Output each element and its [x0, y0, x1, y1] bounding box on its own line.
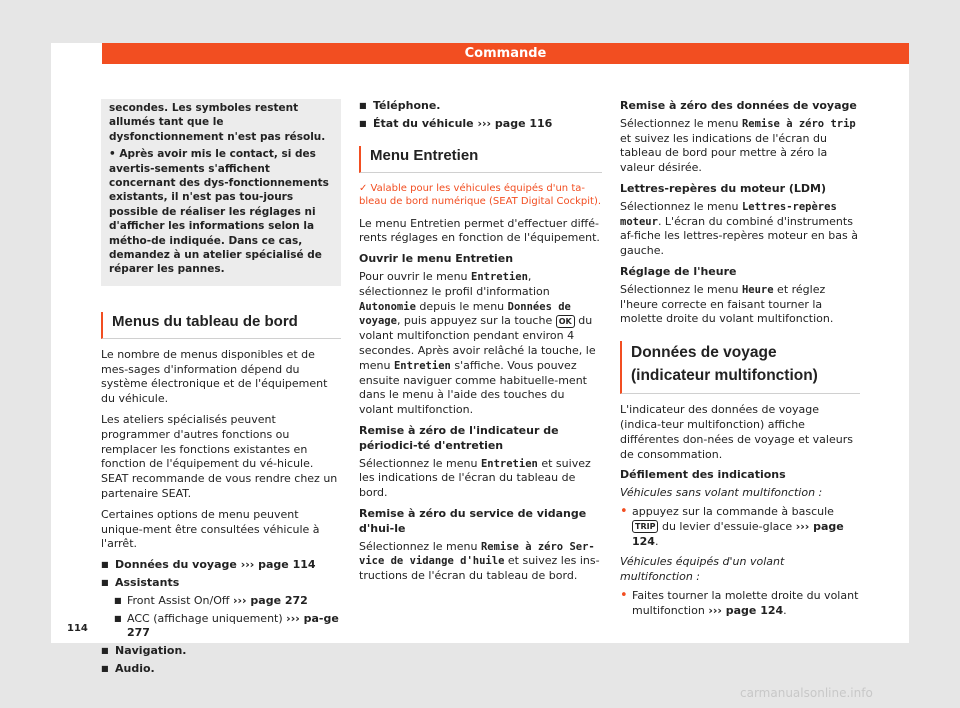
paragraph: Le menu Entretien permet d'effectuer diffé-rents réglages en fonction de l'équipement. — [359, 216, 600, 245]
condition-text: Véhicules sans volant multifonction : — [620, 486, 823, 500]
paragraph: Les ateliers spécialisés peuvent programmer d'autres fonctions ou remplacer les fonctions existantes en fonction de l'équipement du vé-hicule. SEAT recommande de vous rendre chez un partenaire SEAT. — [101, 413, 338, 501]
warning-text-2: • Après avoir mis le contact, si des avertis-sements s'affichent concernant des dys-fonctionnements existants, il n'est pas tou-jours possible de réaliser les réglages ni d'afficher les informations selon la métho-de indiquée. Dans ce cas, demandez à un atelier spécialisé de réparer les pannes. — [109, 148, 329, 276]
paragraph: Le nombre de menus disponibles et de mes-sages d'information dépend du système électronique et de l'équipement du véhicule. — [101, 347, 328, 406]
subheading: Remise à zéro du service de vidange d'hui-le — [359, 506, 587, 535]
menu-name: Entretien — [480, 457, 538, 470]
paragraph: Sélectionnez le menu Remise à zéro Ser-vice de vidange d'huile et suivez les ins-tructions de l'écran du tableau de bord. — [359, 539, 600, 583]
list-item: ■ Assistants — [101, 576, 341, 591]
paragraph: L'indicateur des données de voyage (indica-teur multifonction) affiche différentes don-nées de voyage et valeurs de consommation. — [620, 403, 853, 461]
paragraph: Sélectionnez le menu Entretien et suivez les indications de l'écran du tableau de bord. — [359, 456, 591, 500]
paragraph: Pour ouvrir le menu Entretien, sélectionnez le profil d'information Autonomie depuis le menu Données de voyage, puis appuyez sur la touche OK du volant multifonction pendant environ 4 secondes. Après avoir relâché la touche, le menu Entretien s'affiche. Vous pouvez ensuite naviguer comme habituelle-ment dans le menu à l'aide des touches du volant multifonction. — [359, 269, 596, 417]
page-header: Commande — [102, 43, 909, 64]
subheading: Lettres-repères du moteur (LDM) — [620, 181, 826, 195]
paragraph: Sélectionnez le menu Heure et réglez l'heure correcte en faisant tourner la molette droite du volant multifonction. — [620, 282, 834, 326]
sub-list-item: ■ ACC (affichage uniquement) ››› pa-ge 277 — [101, 612, 341, 642]
section-title-trip-data: Données de voyage (indicateur multifonction) — [620, 341, 860, 394]
column-middle — [359, 99, 602, 590]
subheading: Remise à zéro de l'indicateur de périodici-té d'entretien — [359, 423, 559, 452]
list-item: ■ Audio. — [101, 662, 341, 677]
menu-name: Données de voyage — [359, 300, 571, 328]
menu-name: Heure — [741, 283, 774, 296]
menu-name: Remise à zéro Ser-vice de vidange d'huile — [359, 540, 595, 568]
page-link[interactable]: ››› page 124 — [632, 519, 844, 548]
watermark: carmanualsonline.info — [740, 686, 873, 700]
page-number: 114 — [67, 623, 88, 634]
warning-text-1: secondes. Les symboles restent allumés tant que le dysfonctionnement n'est pas résolu. — [109, 102, 326, 143]
instruction-item: • Faites tourner la molette droite du volant multifonction ››› page 124. — [620, 589, 860, 619]
column-right — [620, 99, 860, 625]
paragraph: Sélectionnez le menu Remise à zéro trip et suivez les indications de l'écran du tableau de bord pour mettre à zéro la valeur désirée. — [620, 116, 856, 175]
paragraph: Certaines options de menu peuvent unique-ment être consultées véhicule à l'arrêt. — [101, 507, 320, 551]
page-link[interactable]: ››› page 272 — [232, 593, 308, 607]
column-left — [101, 99, 341, 680]
page-link[interactable]: ››› pa-ge 277 — [127, 611, 339, 640]
menu-name: Entretien — [393, 359, 451, 372]
list-item: ■ État du véhicule ››› page 116 — [359, 117, 602, 132]
trip-key-icon: TRIP — [632, 520, 658, 533]
subheading: Remise à zéro des données de voyage — [620, 99, 857, 112]
applicability-note: ✓ Valable pour les véhicules équipés d'un ta-bleau de bord numérique (SEAT Digital Cockpit). — [359, 182, 602, 208]
page-link[interactable]: ››› page 114 — [240, 558, 316, 572]
section-title-maintenance-menu: Menu Entretien — [359, 146, 602, 173]
manual-page — [51, 43, 909, 676]
instruction-item: • appuyez sur la commande à bascule TRIP du levier d'essuie-glace ››› page 124. — [620, 505, 860, 549]
subheading: Ouvrir le menu Entretien — [359, 252, 514, 266]
paragraph: Sélectionnez le menu Lettres-repères moteur. L'écran du combiné d'instruments af-fiche les lettres-repères moteur en bas à gauche. — [620, 199, 858, 258]
warning-box — [101, 99, 341, 286]
page-link[interactable]: ››› page 116 — [477, 116, 553, 130]
menu-name: Autonomie — [359, 300, 416, 313]
sub-list-item: ■ Front Assist On/Off ››› page 272 — [101, 594, 341, 609]
subheading: Défilement des indications — [620, 468, 786, 482]
ok-key-icon: OK — [556, 315, 575, 328]
menu-name: Lettres-repères moteur — [620, 200, 837, 228]
menu-name: Remise à zéro trip — [741, 117, 856, 130]
menu-name: Entretien — [471, 270, 528, 283]
page-link[interactable]: ››› page 124 — [708, 603, 784, 617]
condition-text: Véhicules équipés d'un volant multifonction : — [620, 555, 785, 584]
list-item: ■ Téléphone. — [359, 99, 602, 114]
section-title-dashboard-menus: Menus du tableau de bord — [101, 312, 341, 339]
list-item: ■ Navigation. — [101, 644, 341, 659]
subheading: Réglage de l'heure — [620, 264, 737, 278]
list-item: ■ Données du voyage ››› page 114 — [101, 558, 341, 573]
